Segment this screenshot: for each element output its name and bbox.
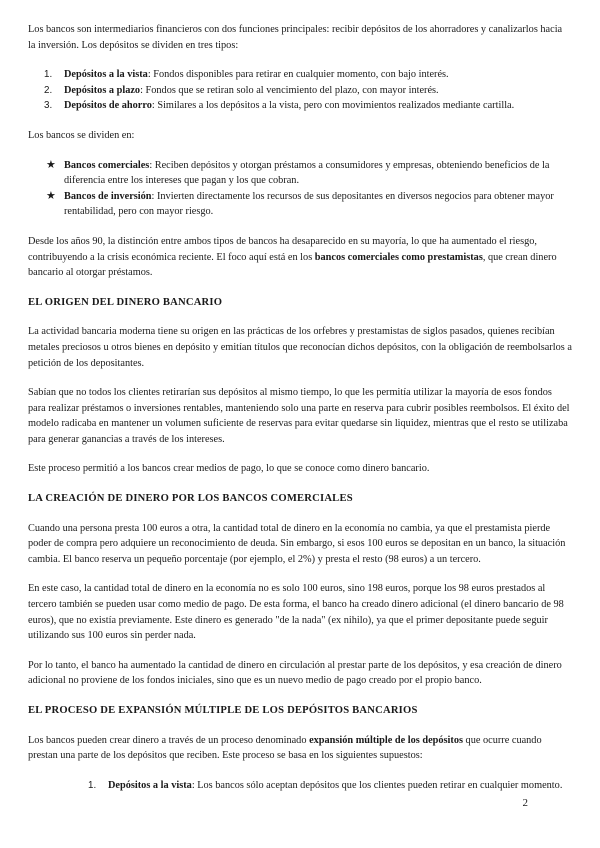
list-number: 3. [44, 100, 53, 112]
list-term: Bancos de inversión [64, 190, 152, 202]
paragraph: La actividad bancaria moderna tiene su origen en las prácticas de los orfebres y prestamistas de siglos pasados, quienes recibían metales preciosos u otros bienes en depósito y emitían títulos que reconocían dichos depósitos, con la obligación de reembolsarlos a petición de los depositantes. [28, 326, 572, 369]
bank-kinds-list [28, 158, 572, 220]
list-item [28, 778, 572, 794]
bold-term: expansión múltiple de los depósitos [309, 734, 463, 746]
list-term: Bancos comerciales [64, 159, 150, 171]
list-item [28, 158, 572, 189]
star-bullet-icon: ★ [46, 158, 56, 171]
list-term: Depósitos de ahorro [64, 100, 152, 112]
list-desc: : Invierten directamente los recursos de sus depositantes en diversos negocios para obtener mayor rentabilidad, pero con mayor riesgo. [64, 190, 554, 218]
text-run: , que crean dinero bancario al otorgar préstamos. [28, 251, 557, 279]
list-desc: : Reciben depósitos y otorgan préstamos a consumidores y empresas, obteniendo beneficios de la diferencia entre los intereses que pagan y los que cobran. [64, 159, 550, 187]
document-page [28, 22, 572, 807]
paragraph-90s [28, 234, 572, 281]
star-bullet-icon: ★ [46, 189, 56, 202]
list-desc: : Fondos disponibles para retirar en cualquier momento, con bajo interés. [147, 69, 449, 81]
list-term: Depósitos a plazo [64, 84, 141, 96]
list-item [28, 67, 572, 83]
intro-paragraph: Los bancos son intermediarios financieros con dos funciones principales: recibir depósitos de los ahorradores y canalizarlos hacia la inversión. Los depósitos se dividen en tres tipos: [28, 24, 563, 51]
bold-term: bancos comerciales como prestamistas [314, 251, 483, 263]
list-desc: : Similares a los depósitos a la vista, pero con movimientos realizados mediante cartilla. [151, 100, 515, 112]
list-number: 2. [44, 84, 53, 96]
assumptions-list [28, 778, 572, 794]
paragraph: Sabían que no todos los clientes retirarían sus depósitos al mismo tiempo, lo que les permitía utilizar la mayoría de esos fondos para realizar préstamos o inversiones rentables, manteniendo solo una parte en reserva para cubrir posibles reembolsos. El éxito del modelo radicaba en mantener un volumen suficiente de reservas para evitar quedarse sin liquidez, mientras que el resto se utilizaba para generar ganancias a través de los intereses. [28, 387, 570, 445]
banks-intro: Los bancos se dividen en: [28, 129, 135, 141]
text-run: que ocurre cuando prestan una parte de los depósitos que reciben. Este proceso se basa en los siguientes supuestos: [28, 734, 542, 762]
list-term: Depósitos a la vista [64, 69, 148, 81]
deposit-types-list [28, 67, 572, 114]
list-item [28, 98, 572, 114]
list-item [28, 83, 572, 99]
paragraph: En este caso, la cantidad total de dinero en la economía no es solo 100 euros, sino 198 euros, porque los 98 euros prestados al tercero también se pueden usar como medio de pago. De esta forma, el banco ha creado dinero adicional (el dinero bancario de 98 euros), que no existía previamente. Este dinero es generado "de la nada" (ex nihilo), ya que el primer depositante puede seguir utilizando sus 100 euros sin perder nada. [28, 583, 564, 642]
text-run: Los bancos pueden crear dinero a través de un proceso denominado [28, 734, 310, 746]
section-heading-origin: EL ORIGEN DEL DINERO BANCARIO [28, 296, 223, 308]
list-item [28, 189, 572, 220]
list-desc: : Los bancos sólo aceptan depósitos que los clientes pueden retirar en cualquier momento. [191, 779, 563, 791]
text-run: Desde los años 90, la distinción entre ambos tipos de bancos ha desaparecido en su mayoría, lo que ha aumentado el riesgo, contribuyendo a la crisis económica reciente. El foco aquí está en los [28, 235, 537, 263]
page-number: 2 [522, 797, 528, 809]
list-term: Depósitos a la vista [108, 779, 192, 791]
paragraph: Cuando una persona presta 100 euros a otra, la cantidad total de dinero en la economía no cambia, ya que el prestamista pierde poder de compra pero adquiere un reconocimiento de deuda. Sin embargo, si esos 100 euros se depositan en un banco, la situación cambia. El banco reserva un pequeño porcentaje (por ejemplo, el 2%) y presta el resto (98 euros) a un tercero. [28, 522, 566, 565]
paragraph: Este proceso permitió a los bancos crear medios de pago, lo que se conoce como dinero bancario. [28, 463, 430, 475]
list-number: 1. [44, 69, 53, 81]
section-heading-expansion: EL PROCESO DE EXPANSIÓN MÚLTIPLE DE LOS DEPÓSITOS BANCARIOS [28, 705, 418, 716]
list-desc: : Fondos que se retiran solo al vencimiento del plazo, con mayor interés. [140, 84, 439, 96]
paragraph: Por lo tanto, el banco ha aumentado la cantidad de dinero en circulación al prestar parte de los depósitos, y esa creación de dinero adicional no proviene de los fondos iniciales, sino que es un nuevo medio de pago creado por el propio banco. [28, 659, 562, 687]
section-heading-creation: LA CREACIÓN DE DINERO POR LOS BANCOS COMERCIALES [28, 493, 353, 505]
paragraph [28, 733, 572, 764]
list-number: 1. [88, 779, 97, 791]
